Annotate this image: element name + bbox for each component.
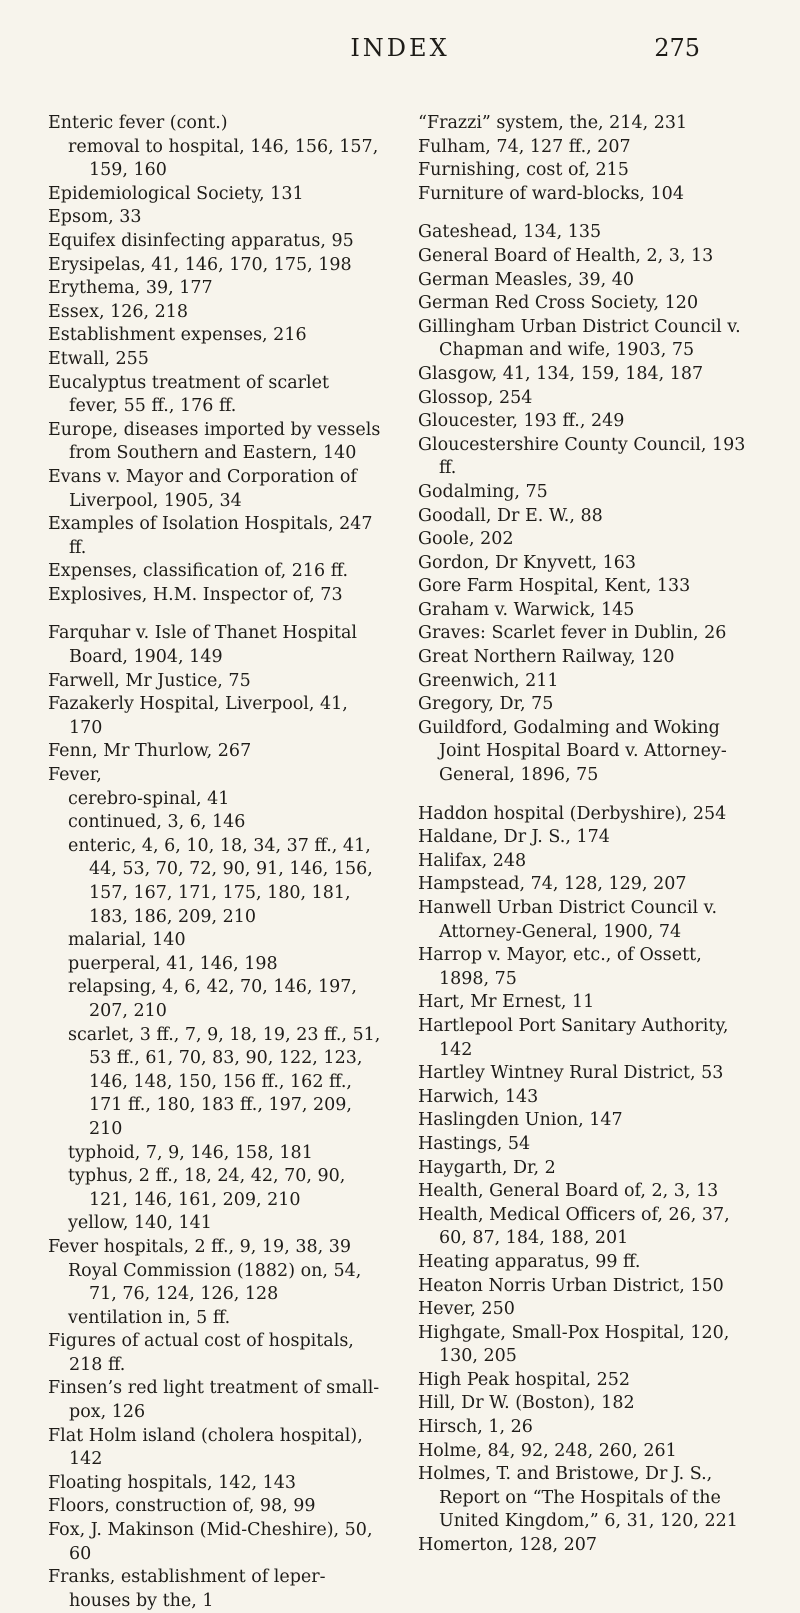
- index-entry: Harwich, 143: [418, 1086, 539, 1107]
- index-entry: Greenwich, 211: [418, 670, 559, 691]
- index-entry: “Frazzi” system, the, 214, 231: [418, 113, 688, 133]
- index-entry: Glasgow, 41, 134, 159, 184, 187: [418, 363, 704, 384]
- index-entry: Great Northern Railway, 120: [418, 647, 675, 668]
- index-entry: Haygarth, Dr, 2: [418, 1157, 556, 1178]
- index-subentry: Royal Commission (1882) on, 54, 71, 76, 124, 126, 128: [68, 1260, 362, 1305]
- index-column-left: [48, 112, 382, 1613]
- index-subentry: ventilation in, 5 ff.: [68, 1307, 231, 1328]
- index-entry: Godalming, 75: [418, 481, 548, 502]
- index-entry: Establishment expenses, 216: [48, 325, 307, 346]
- index-entry: Hartlepool Port Sanitary Authority, 142: [418, 1015, 729, 1060]
- index-entry: Hartley Wintney Rural District, 53: [418, 1063, 724, 1084]
- index-subentry: typhus, 2 ff., 18, 24, 42, 70, 90, 121, 146, 161, 209, 210: [68, 1166, 346, 1210]
- index-entry: Hastings, 54: [418, 1133, 531, 1154]
- index-entry: Graves: Scarlet fever in Dublin, 26: [418, 623, 727, 644]
- index-entry: Examples of Isolation Hospitals, 247 ff.: [48, 514, 373, 558]
- index-entry: German Red Cross Society, 120: [418, 293, 699, 314]
- index-subentry: cerebro-spinal, 41: [68, 788, 230, 809]
- index-entry: Gateshead, 134, 135: [418, 222, 602, 243]
- index-entry: Gore Farm Hospital, Kent, 133: [418, 576, 691, 597]
- index-subentry: yellow, 140, 141: [68, 1213, 212, 1234]
- index-entry: Farwell, Mr Justice, 75: [48, 670, 251, 691]
- index-subentry: puerperal, 41, 146, 198: [68, 953, 278, 974]
- index-entry: Hever, 250: [418, 1299, 515, 1320]
- index-entry: Floors, construction of, 98, 99: [48, 1496, 316, 1517]
- index-entry: Halifax, 248: [418, 850, 527, 871]
- index-entry: Heaton Norris Urban District, 150: [418, 1275, 724, 1296]
- index-entry: Gordon, Dr Knyvett, 163: [418, 552, 637, 573]
- index-entry: Furnishing, cost of, 215: [418, 160, 629, 181]
- index-entry: Hirsch, 1, 26: [418, 1417, 533, 1438]
- index-entry: Fox, J. Makinson (Mid-Cheshire), 50, 60: [48, 1520, 373, 1564]
- index-entry: Hart, Mr Ernest, 11: [418, 992, 595, 1013]
- index-subentry: relapsing, 4, 6, 42, 70, 146, 197, 207, 210: [68, 977, 357, 1021]
- index-entry: Hampstead, 74, 128, 129, 207: [418, 874, 687, 895]
- index-entry: Holme, 84, 92, 248, 260, 261: [418, 1440, 677, 1461]
- index-entry: Erythema, 39, 177: [48, 278, 213, 299]
- index-entry: Haldane, Dr J. S., 174: [418, 827, 610, 848]
- index-entry: Finsen’s red light treatment of small-pox, 126: [48, 1378, 380, 1423]
- index-entry: Homerton, 128, 207: [418, 1535, 598, 1556]
- index-entry: High Peak hospital, 252: [418, 1369, 631, 1390]
- index-entry: Farquhar v. Isle of Thanet Hospital Board, 1904, 149: [48, 623, 358, 668]
- index-entry: Glossop, 254: [418, 387, 533, 408]
- index-entry: Equifex disinfecting apparatus, 95: [48, 230, 354, 251]
- index-entry: Etwall, 255: [48, 348, 149, 369]
- index-entry: Goole, 202: [418, 529, 514, 550]
- index-entry: Fazakerly Hospital, Liverpool, 41, 170: [48, 694, 348, 738]
- index-entry: Eucalyptus treatment of scarlet fever, 55 ff., 176 ff.: [48, 372, 329, 417]
- index-entry: Holmes, T. and Bristowe, Dr J. S., Report on “The Hospitals of the United Kingdom,” 6, 31, 120, 221: [418, 1464, 738, 1532]
- index-entry: Hanwell Urban District Council v. Attorney-General, 1900, 74: [418, 898, 718, 942]
- index-entry: Gillingham Urban District Council v. Chapman and wife, 1903, 75: [418, 316, 741, 361]
- page-number: 275: [654, 34, 700, 62]
- index-entry: Guildford, Godalming and Woking Joint Hospital Board v. Attorney-General, 1896, 75: [418, 717, 727, 786]
- index-entry: General Board of Health, 2, 3, 13: [418, 245, 714, 266]
- index-entry: Epsom, 33: [48, 207, 142, 228]
- index-entry: German Measles, 39, 40: [418, 269, 634, 290]
- index-entry: Evans v. Mayor and Corporation of Liverpool, 1905, 34: [48, 466, 357, 511]
- index-entry: Explosives, H.M. Inspector of, 73: [48, 584, 343, 605]
- index-entry: Europe, diseases imported by vessels from Southern and Eastern, 140: [48, 419, 381, 464]
- index-entry: Flat Holm island (cholera hospital), 142: [48, 1425, 363, 1470]
- index-entry: Haslingden Union, 147: [418, 1110, 623, 1131]
- index-entry: Franks, establishment of leper-houses by the, 1: [48, 1567, 326, 1611]
- index-entry: Epidemiological Society, 131: [48, 183, 304, 204]
- index-entry: Health, Medical Officers of, 26, 37, 60, 87, 184, 188, 201: [418, 1204, 730, 1249]
- index-entry: Essex, 126, 218: [48, 301, 189, 322]
- index-subentry: continued, 3, 6, 146: [68, 812, 246, 833]
- index-subentry: scarlet, 3 ff., 7, 9, 18, 19, 23 ff., 51, 53 ff., 61, 70, 83, 90, 122, 123, 146, 148, 150, 156 ff., 162 ff., 171 ff., 180, 183 ff., 197, 209, 210: [68, 1024, 381, 1139]
- index-entry: Floating hospitals, 142, 143: [48, 1472, 297, 1493]
- index-entry: Gregory, Dr, 75: [418, 694, 554, 715]
- index-entry: Health, General Board of, 2, 3, 13: [418, 1181, 719, 1202]
- index-entry: Goodall, Dr E. W., 88: [418, 505, 603, 526]
- index-entry: Erysipelas, 41, 146, 170, 175, 198: [48, 254, 352, 275]
- index-subentry: enteric, 4, 6, 10, 18, 34, 37 ff., 41, 44, 53, 70, 72, 90, 91, 146, 156, 157, 167, 171, 175, 180, 181, 183, 186, 209, 210: [68, 835, 373, 927]
- index-entry: Fenn, Mr Thurlow, 267: [48, 741, 252, 762]
- index-entry: Haddon hospital (Derbyshire), 254: [418, 803, 727, 824]
- index-entry: Expenses, classification of, 216 ff.: [48, 561, 349, 582]
- page-header: [0, 34, 800, 74]
- index-entry: Fulham, 74, 127 ff., 207: [418, 136, 631, 157]
- index-entry: Figures of actual cost of hospitals, 218 ff.: [48, 1331, 354, 1375]
- index-entry: Furniture of ward-blocks, 104: [418, 183, 684, 204]
- index-entry: Gloucestershire County Council, 193 ff.: [418, 434, 746, 479]
- page-title: INDEX: [350, 34, 450, 62]
- index-subentry: typhoid, 7, 9, 146, 158, 181: [68, 1142, 313, 1163]
- index-entry: Fever hospitals, 2 ff., 9, 19, 38, 39: [48, 1236, 351, 1257]
- index-subentry: removal to hospital, 146, 156, 157, 159, 160: [68, 136, 379, 181]
- index-entry: Hill, Dr W. (Boston), 182: [418, 1393, 635, 1414]
- index-entry: Gloucester, 193 ff., 249: [418, 411, 625, 432]
- index-entry: Fever,: [48, 765, 102, 786]
- index-entry: Enteric fever (cont.): [48, 113, 228, 133]
- index-entry: Harrop v. Mayor, etc., of Ossett, 1898, 75: [418, 945, 702, 989]
- index-subentry: malarial, 140: [68, 930, 186, 951]
- index-entry: Highgate, Small-Pox Hospital, 120, 130, 205: [418, 1322, 730, 1367]
- index-column-right: [418, 112, 756, 1558]
- index-entry: Heating apparatus, 99 ff.: [418, 1251, 641, 1272]
- index-entry: Graham v. Warwick, 145: [418, 599, 635, 620]
